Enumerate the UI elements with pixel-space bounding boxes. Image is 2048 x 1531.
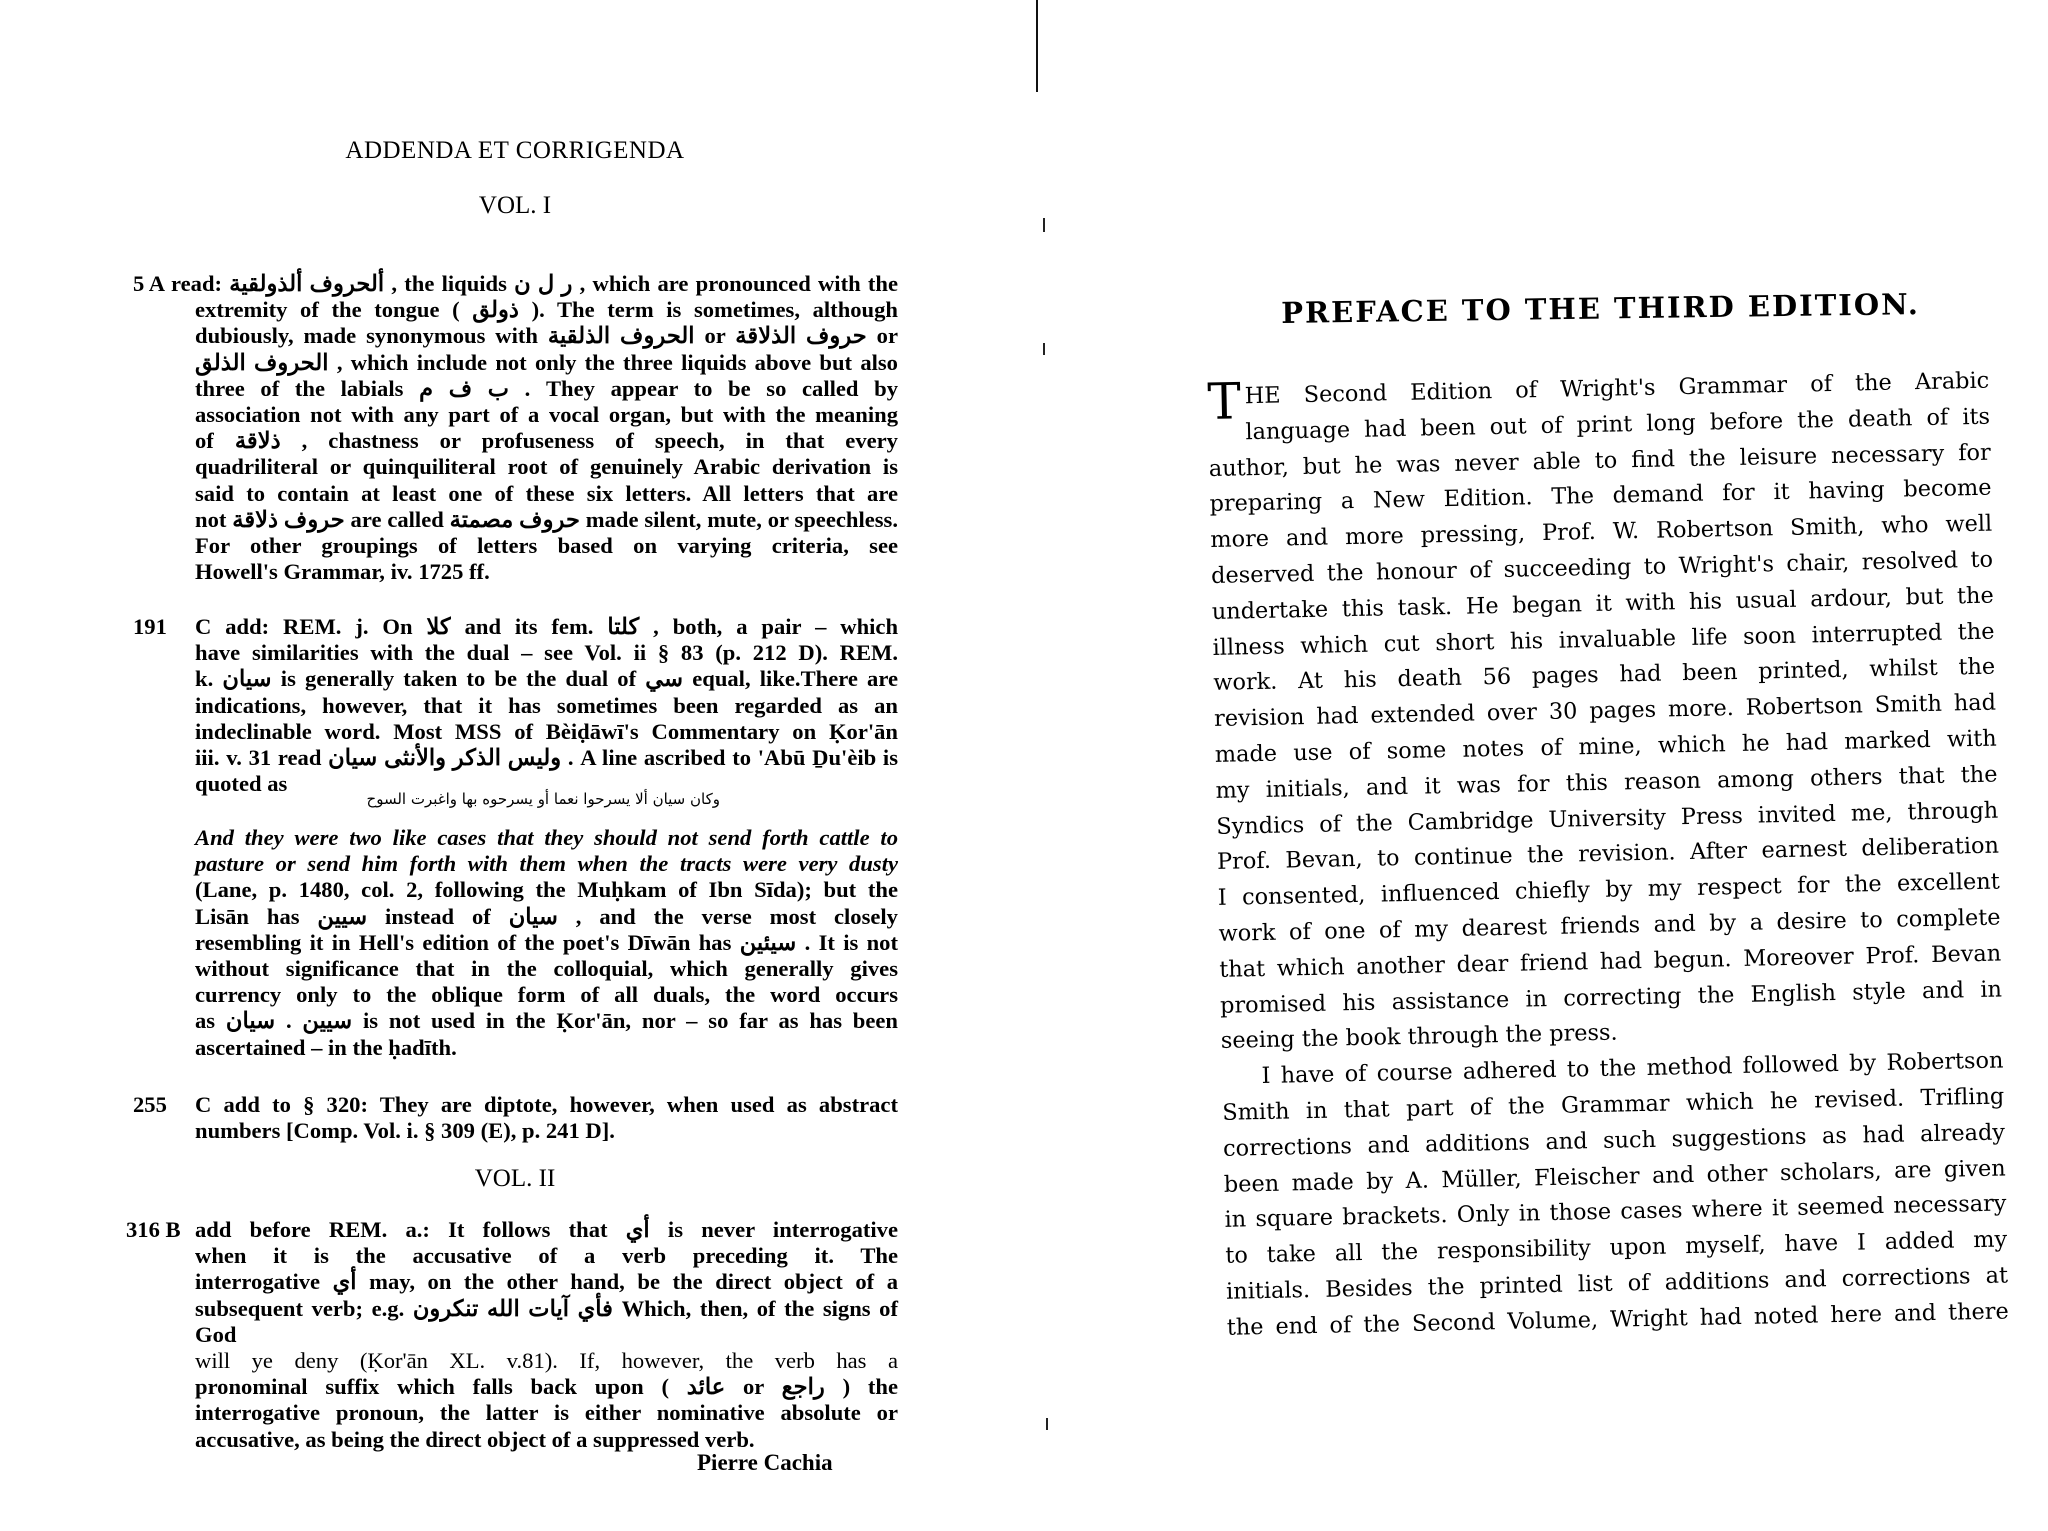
- preface-line: I consented, influenced chiefly by my respect for the excellent: [1217, 868, 2000, 912]
- arabic-verse: وكان سيان ألا يسرحوا نعما أو يسرحوه بها واغبرت السوح: [366, 790, 720, 808]
- preface-line: work. At his death 56 pages had been printed, whilst the: [1213, 653, 1996, 697]
- preface-line: author, but he was never able to find the leisure necessary for: [1208, 439, 1991, 482]
- entry-line: currency only to the oblique form of all duals, the word occurs: [195, 982, 898, 1008]
- preface-paragraph-2: [1221, 1044, 2009, 1347]
- preface-line: my initials, and it was for this reason among others that the: [1215, 761, 1998, 804]
- entry-line: C add to § 320: They are diptote, however, when used as abstract: [195, 1092, 898, 1117]
- entry-line: Lisān has سيين instead of سيان , and the verse most closely: [195, 903, 898, 929]
- entry-line: dubiously, made synonymous with الحروف الذلقية or حروف الذلاقة or: [195, 323, 898, 349]
- entry-line: ascertained – in the ḥadīth.: [195, 1034, 457, 1060]
- entry-line: without significance that in the colloquial, which generally gives: [195, 956, 898, 982]
- entry-line: k. سيان is generally taken to be the dual of سي equal, like.There are: [195, 666, 898, 692]
- entry-line: subsequent verb; e.g. فأي آيات الله تنكرون Which, then, of the signs of God: [195, 1295, 898, 1347]
- preface-line: Syndics of the Cambridge University Press invited me, through: [1216, 797, 1999, 840]
- vol-2-heading: VOL. II: [474, 1165, 556, 1192]
- entry-text: [171, 271, 898, 585]
- entry-text: [195, 614, 898, 797]
- entry-line: (Lane, p. 1480, col. 2, following the Muḥkam of Ibn Sīda); but the: [195, 877, 898, 903]
- preface-line: revision had extended over 30 pages more. Robertson Smith had: [1213, 689, 1997, 733]
- drop-cap: T: [1206, 372, 1242, 431]
- entry-line: indications, however, that it has sometimes been regarded as an: [195, 692, 898, 718]
- entry-line: And they were two like cases that they should not send forth cattle to: [195, 825, 898, 850]
- entry-line: of ذلاقة , chastness or profuseness of speech, in that every: [195, 428, 898, 454]
- right-page: [1024, 0, 2048, 1531]
- entry-line: as سيين . سيان is not used in the Ḳor'ān, nor – so far as has been: [195, 1008, 898, 1034]
- preface-line: language had been out of print long before the death of its: [1245, 403, 1991, 446]
- entry-line: extremity of the tongue ( ذولق ). The term is sometimes, although: [195, 297, 898, 323]
- addenda-title: ADDENDA ET CORRIGENDA: [345, 137, 685, 164]
- signature: Pierre Cachia: [697, 1450, 833, 1475]
- entry-line: quadriliteral or quinquiliteral root of genuinely Arabic derivation is: [195, 454, 898, 480]
- preface-line: to take all the responsibility upon myself, have I added my: [1225, 1226, 2008, 1269]
- preface-line: initials. Besides the printed list of additions and corrections at: [1225, 1262, 2009, 1305]
- entry-line: C add: REM. j. On كلا and its fem. كلتا , both, a pair – which: [195, 614, 899, 639]
- preface-line: promised his assistance in correcting the English style and in: [1219, 976, 2003, 1019]
- preface-line: made use of some notes of mine, which he had marked with: [1214, 725, 1997, 768]
- entry-number: 316 B: [126, 1217, 181, 1242]
- entry-line: Howell's Grammar, iv. 1725 ff.: [195, 559, 490, 585]
- entry-191: [133, 614, 898, 797]
- entry-number: 5 A: [133, 271, 166, 296]
- entry-line: not حروف ذلاقة are called حروف مصمتة made silent, mute, or speechless.: [195, 506, 898, 532]
- entry-line: interrogative pronoun, the latter is either nominative absolute or: [195, 1400, 898, 1426]
- entry-line: association not with any part of a vocal organ, but with the meaning: [195, 402, 898, 428]
- entry-191-continued: [133, 825, 898, 1061]
- entry-line: when it is the accusative of a verb preceding it. The: [195, 1243, 898, 1269]
- entry-line: quoted as: [195, 771, 288, 797]
- entry-line: have similarities with the dual – see Vol. ii § 83 (p. 212 D). REM.: [195, 640, 898, 666]
- preface-paragraph-1: [1207, 364, 2003, 1060]
- entry-line: accusative, as being the direct object of a suppressed verb.: [195, 1426, 755, 1452]
- preface-line: I have of course adhered to the method followed by Robertson: [1261, 1047, 2004, 1090]
- entry-text: [195, 825, 898, 1061]
- preface-body: [1207, 364, 2009, 1347]
- preface-line: HE Second Edition of Wright's Grammar of the Arabic: [1244, 367, 1990, 410]
- entry-number: 255: [133, 1092, 167, 1117]
- entry-line: pronominal suffix which falls back upon ( عائد or راجع ) the: [195, 1374, 898, 1400]
- entry-line: indeclinable word. Most MSS of Bèiḍāwī's Commentary on Ḳor'ān: [195, 718, 898, 744]
- preface-line: Prof. Bevan, to continue the revision. After earnest deliberation: [1216, 832, 2000, 876]
- entry-line: resembling it in Hell's edition of the poet's Dīwān has سيئين . It is not: [195, 929, 899, 955]
- preface-line: preparing a New Edition. The demand for it having become: [1209, 474, 1992, 518]
- entry-number: 191: [133, 614, 167, 639]
- entry-line: For other groupings of letters based on varying criteria, see: [195, 533, 898, 559]
- preface-line: the end of the Second Volume, Wright had noted here and there: [1226, 1298, 2009, 1341]
- entry-5a: [133, 271, 898, 585]
- entry-line: add before REM. a.: It follows that أي is never interrogative: [195, 1217, 898, 1242]
- vol-1-heading: VOL. I: [478, 192, 552, 219]
- entry-line: said to contain at least one of these six letters. All letters that are: [195, 480, 898, 506]
- entry-316b: [126, 1217, 898, 1453]
- entry-line: pasture or send him forth with them when the tracts were very dusty: [195, 851, 898, 877]
- preface-line: in square brackets. Only in those cases where it seemed necessary: [1224, 1190, 2007, 1234]
- preface-line: undertake this task. He began it with his usual ardour, but the: [1211, 582, 1994, 625]
- entry-line: read: ألحروف ألذولقية , the liquids ر ل ن , which are pronounced with the: [171, 271, 898, 296]
- entry-text: [195, 1217, 898, 1453]
- preface-line: corrections and additions and such suggestions as had already: [1222, 1119, 2006, 1162]
- entry-line: interrogative أي may, on the other hand, be the direct object of a: [195, 1269, 898, 1295]
- preface-line: Smith in that part of the Grammar which he revised. Trifling: [1222, 1083, 2005, 1126]
- preface-line: that which another dear friend had begun. Moreover Prof. Bevan: [1219, 940, 2002, 983]
- preface-title: PREFACE TO THE THIRD EDITION.: [1281, 287, 1921, 330]
- entry-line: الحروف الذلق , which include not only the three liquids above but also: [195, 349, 898, 375]
- preface-line: illness which cut short his invaluable life soon interrupted the: [1212, 618, 1995, 661]
- entry-line: iii. v. 31 read وليس الذكر والأنثى سيان . A line ascribed to 'Abū Ḏu'èib is: [195, 745, 898, 771]
- preface-line: seeing the book through the press.: [1220, 1019, 1618, 1055]
- preface-line: more and more pressing, Prof. W. Robertson Smith, who well: [1210, 510, 1993, 554]
- entry-text: [195, 1092, 898, 1144]
- entry-line: three of the labials ب ف م . They appear to be so called by: [195, 375, 898, 401]
- preface-line: work of one of my dearest friends and by a desire to complete: [1218, 904, 2001, 947]
- entry-line: numbers [Comp. Vol. i. § 309 (E), p. 241 D].: [195, 1118, 615, 1144]
- preface-line: deserved the honour of succeeding to Wright's chair, resolved to: [1210, 546, 1994, 589]
- preface-line: been made by A. Müller, Fleischer and other scholars, are given: [1223, 1154, 2006, 1198]
- entry-line: will ye deny (Ḳor'ān XL. v.81). If, however, the verb has a: [195, 1348, 898, 1374]
- entry-255: [133, 1092, 898, 1144]
